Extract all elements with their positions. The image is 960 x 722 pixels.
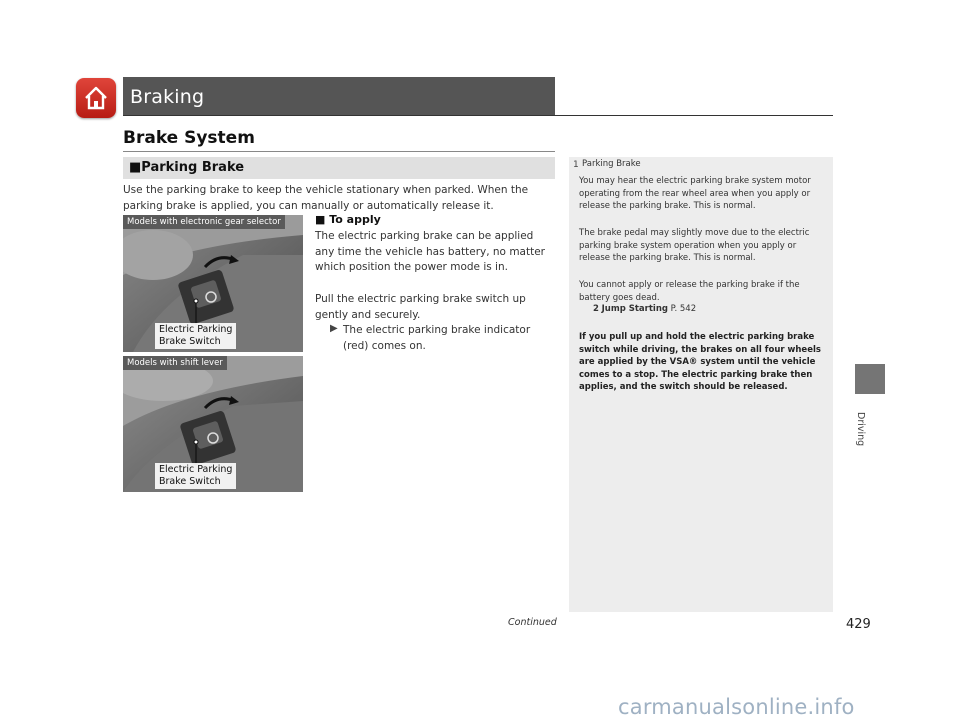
header-divider xyxy=(123,115,833,116)
callout-line: Electric Parking xyxy=(159,324,233,335)
sidebar-warning: If you pull up and hold the electric parking brake switch while driving, the brakes on all four wheels are applied by the VSA® system until the vehicle comes to a stop. The electric parking brake then applies, and the switch should be released. xyxy=(579,332,821,392)
callout-label xyxy=(155,463,236,489)
chapter-tab-label: Driving xyxy=(855,412,866,447)
subheading-marker: ■ xyxy=(129,160,142,175)
figure-tag: Models with shift lever xyxy=(123,356,227,370)
apply-result: The electric parking brake indicator (red) comes on. xyxy=(343,324,531,352)
link-title: Jump Starting xyxy=(601,304,668,314)
cross-reference-icon: 2 xyxy=(593,304,599,314)
callout-label xyxy=(155,323,236,349)
watermark: carmanualsonline.info xyxy=(618,695,855,719)
link-page: P. 542 xyxy=(670,304,697,314)
chapter-tab[interactable] xyxy=(855,364,885,394)
jump-starting-link[interactable] xyxy=(593,304,696,314)
home-icon xyxy=(82,84,110,112)
intro-paragraph: Use the parking brake to keep the vehicle stationary when parked. When the parking brake is applied, you can manually or automatically release it. xyxy=(123,184,529,212)
heading-divider xyxy=(123,151,555,152)
note-ref-icon: 1 xyxy=(573,160,579,170)
page-number: 429 xyxy=(846,617,871,632)
continued-label: Continued xyxy=(508,617,557,628)
apply-paragraph: The electric parking brake can be applied any time the vehicle has battery, no matter which position the power mode is in. xyxy=(315,230,545,273)
to-apply-heading: ■ To apply xyxy=(315,213,381,226)
sidebar-paragraph: You cannot apply or release the parking brake if the battery goes dead. xyxy=(579,280,800,303)
figure-electronic-gear-selector xyxy=(123,215,303,352)
subheading-text: Parking Brake xyxy=(141,160,245,175)
figure-shift-lever xyxy=(123,356,303,492)
sidebar-paragraph: You may hear the electric parking brake system motor operating from the rear wheel area when you apply or release the parking brake. This is normal. xyxy=(579,176,811,211)
page-heading: Brake System xyxy=(123,128,255,148)
figure-tag: Models with electronic gear selector xyxy=(123,215,285,229)
result-arrow-icon: ▶ xyxy=(330,323,338,334)
sidebar-heading: Parking Brake xyxy=(582,159,641,169)
sidebar-paragraph: The brake pedal may slightly move due to the electric parking brake system operation when you apply or release the parking brake. This is normal. xyxy=(579,228,810,263)
callout-line: Brake Switch xyxy=(159,336,221,347)
apply-instruction: Pull the electric parking brake switch up gently and securely. xyxy=(315,293,526,321)
subheading xyxy=(129,160,244,175)
callout-line: Electric Parking xyxy=(159,464,233,475)
section-title: Braking xyxy=(130,86,205,108)
callout-line: Brake Switch xyxy=(159,476,221,487)
home-button[interactable] xyxy=(76,78,116,118)
